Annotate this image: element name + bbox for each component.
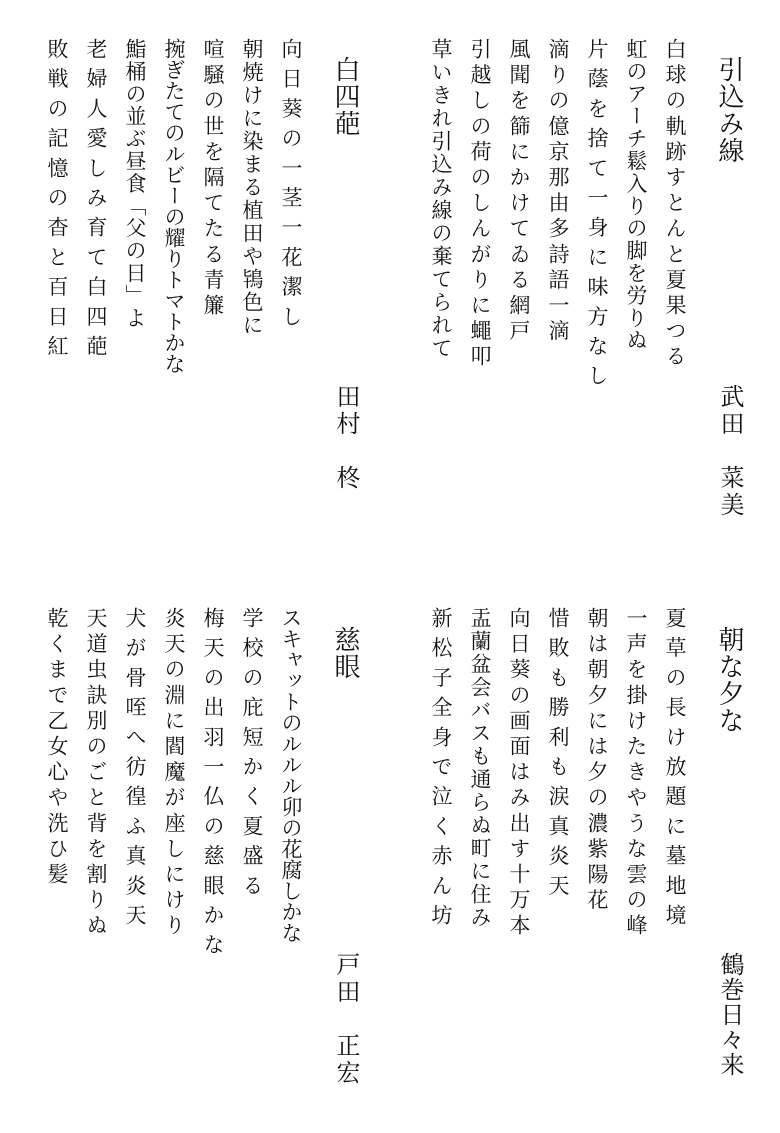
- haiku-line: 敗戦の記憶の杳と百日紅: [45, 38, 69, 365]
- haiku-line: 老婦人愛しみ育て白四葩: [84, 38, 108, 365]
- haiku-line: 一声を掛けたきやうな雲の峰: [624, 607, 648, 940]
- haiku-line: 喧騒の世を隔てたる青簾: [201, 38, 225, 320]
- haiku-line: 向日葵の一茎一花潔し: [279, 38, 303, 335]
- haiku-line: 炎天の淵に閻魔が座しにけり: [162, 607, 186, 940]
- haiku-line: 乾くまで乙女心や洗ひ髪: [45, 607, 69, 889]
- haiku-line: 向日葵の画面はみ出す十万本: [507, 607, 531, 940]
- haiku-line: 梅天の出羽一仏の慈眼かな: [201, 607, 225, 964]
- haiku-line: 捥ぎたてのルビーの耀りトマトかな: [162, 38, 186, 374]
- section-title: 白四葩: [330, 56, 360, 137]
- section-author: 戸田 正宏: [332, 952, 360, 1087]
- section-title: 朝な夕な: [714, 626, 744, 734]
- section-author: 田村 柊: [332, 384, 360, 492]
- section-author: 鶴巻日々来: [716, 952, 744, 1077]
- haiku-line: 天道虫訣別のごと背を割りぬ: [84, 607, 108, 940]
- haiku-line: 惜敗も勝利も涙真炎天: [546, 607, 570, 904]
- section-title: 引込み線: [714, 56, 744, 164]
- haiku-line: 朝焼けに染まる植田や鴇色に: [240, 38, 264, 337]
- haiku-line: 盂蘭盆会バスも通らぬ町に住み: [468, 607, 492, 929]
- haiku-line: 白球の軌跡すとんと夏果つる: [663, 38, 687, 371]
- haiku-line: 滴りの億京那由多詩語一滴: [546, 38, 570, 346]
- section-author: 武田 菜美: [716, 384, 744, 519]
- section-shiroyohira: [0, 0, 780, 566]
- haiku-line: 片蔭を捨て一身に味方なし: [585, 38, 609, 395]
- haiku-line: 犬が骨咥へ彷徨ふ真炎天: [123, 607, 147, 934]
- haiku-line: 学校の庇短かく夏盛る: [240, 607, 264, 904]
- haiku-line: 鮨桶の並ぶ昼食「父の日」よ: [123, 38, 147, 330]
- haiku-line: 夏草の長け放題に墓地境: [663, 607, 687, 934]
- haiku-line: スキャットのルルル卯の花腐しかな: [279, 607, 303, 943]
- haiku-line: 草いきれ引込み線の棄てられて: [429, 38, 453, 360]
- haiku-line: 新松子全身で泣く赤ん坊: [429, 607, 453, 934]
- haiku-line: 虹のアーチ鬆入りの脚を労りぬ: [624, 38, 648, 352]
- haiku-line: 風聞を篩にかけてゐる網戸: [507, 38, 531, 346]
- section-title: 慈眼: [330, 626, 360, 680]
- haiku-line: 引越しの荷のしんがりに蠅叩: [468, 38, 492, 371]
- section-jigen: [0, 566, 780, 1132]
- haiku-line: 朝は朝夕には夕の濃紫陽花: [585, 607, 609, 915]
